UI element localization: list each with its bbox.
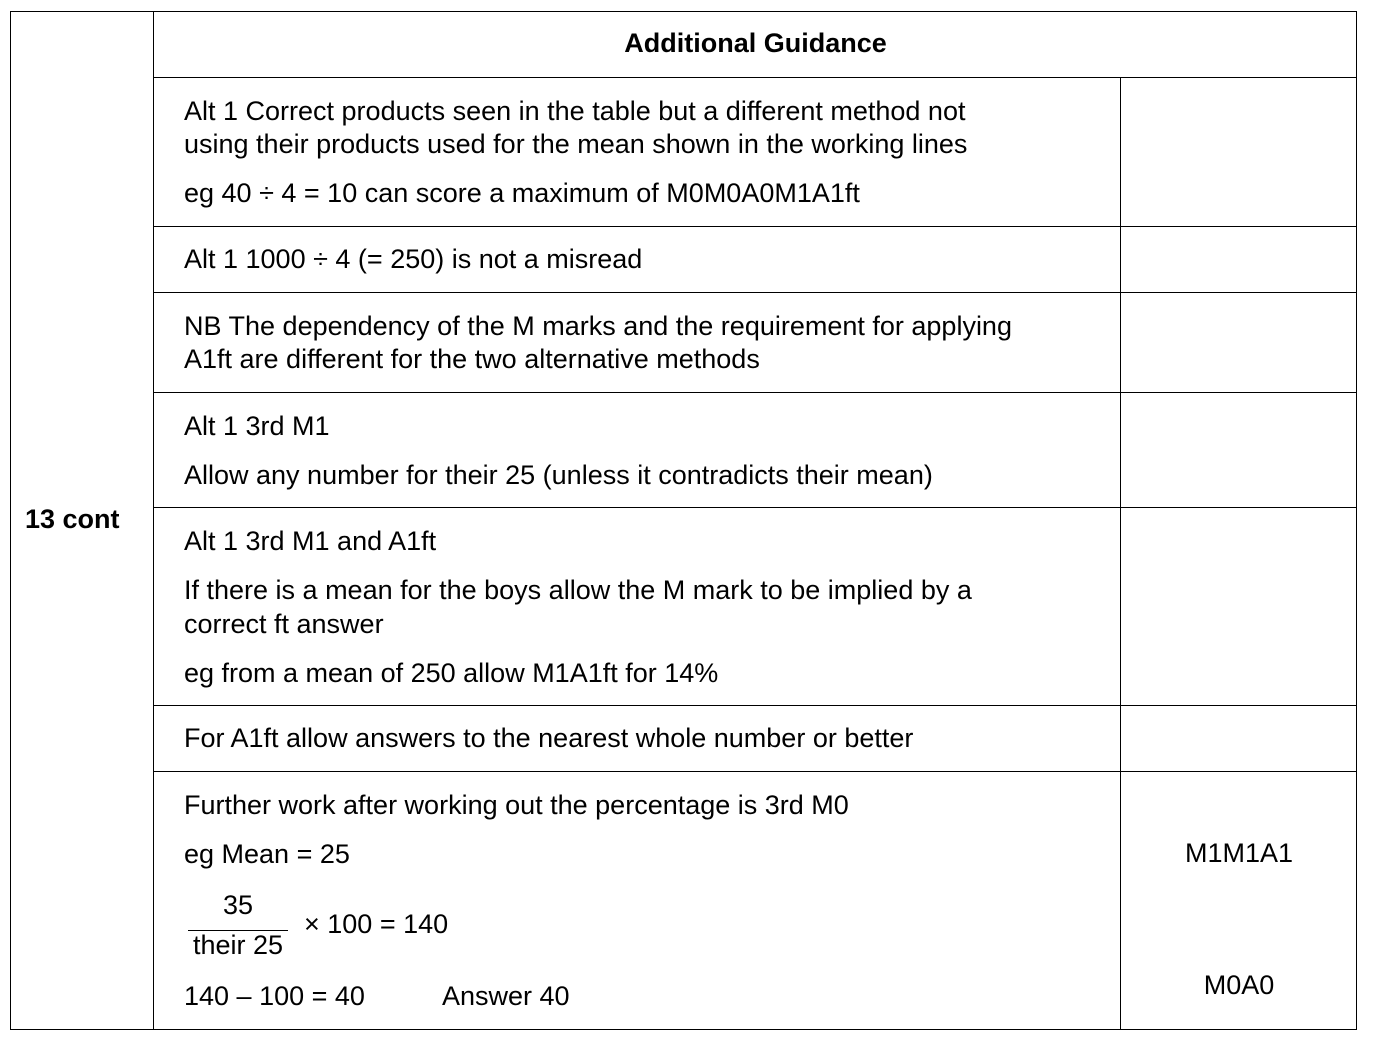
guidance-text: eg from a mean of 250 allow M1A1ft for 14% — [184, 658, 719, 688]
question-label: 13 cont — [25, 504, 120, 534]
guidance-text: using their products used for the mean shown in the working lines — [184, 129, 968, 159]
guidance-text: Alt 1 3rd M1 — [184, 411, 330, 441]
question-number-cell — [11, 12, 154, 1029]
guidance-row — [154, 293, 1357, 393]
marks-cell — [1120, 508, 1357, 705]
guidance-row — [154, 393, 1357, 508]
guidance-text: NB The dependency of the M marks and the requirement for applying — [184, 311, 1012, 341]
guidance-row — [154, 706, 1357, 772]
guidance-text: Alt 1 3rd M1 and A1ft — [184, 526, 437, 556]
mark-scheme-code: M0A0 — [1203, 970, 1275, 1000]
answer-text: Answer 40 — [442, 981, 570, 1011]
fraction-denominator: their 25 — [192, 930, 284, 960]
guidance-text: Allow any number for their 25 (unless it contradicts their mean) — [184, 460, 933, 490]
guidance-text: For A1ft allow answers to the nearest whole number or better — [184, 723, 914, 753]
marks-cell — [1120, 227, 1357, 292]
marks-cell — [1120, 293, 1357, 392]
table-header — [154, 12, 1357, 78]
marks-cell — [1120, 772, 1357, 1030]
guidance-row — [154, 772, 1357, 1030]
guidance-text: Alt 1 1000 ÷ 4 (= 250) is not a misread — [184, 244, 643, 274]
guidance-text: eg 40 ÷ 4 = 10 can score a maximum of M0M0A0M1A1ft — [184, 178, 860, 208]
guidance-text: correct ft answer — [184, 609, 384, 639]
fraction — [188, 890, 288, 970]
guidance-row — [154, 227, 1357, 293]
guidance-row — [154, 508, 1357, 706]
fraction-numerator: 35 — [222, 890, 254, 920]
mark-scheme-code: M1M1A1 — [1184, 838, 1294, 868]
fraction-suffix: × 100 = 140 — [304, 909, 449, 939]
guidance-text: eg Mean = 25 — [184, 839, 350, 869]
guidance-table — [10, 11, 1357, 1030]
guidance-text: A1ft are different for the two alternative methods — [184, 344, 760, 374]
guidance-text: Alt 1 Correct products seen in the table but a different method not — [184, 96, 966, 126]
guidance-text: If there is a mean for the boys allow the M mark to be implied by a — [184, 575, 972, 605]
working-line: 140 – 100 = 40 — [184, 981, 365, 1011]
guidance-row — [154, 78, 1357, 227]
header-title: Additional Guidance — [624, 28, 887, 58]
guidance-text: Further work after working out the percentage is 3rd M0 — [184, 790, 849, 820]
marks-cell — [1120, 78, 1357, 226]
marks-cell — [1120, 393, 1357, 507]
marks-cell — [1120, 706, 1357, 771]
